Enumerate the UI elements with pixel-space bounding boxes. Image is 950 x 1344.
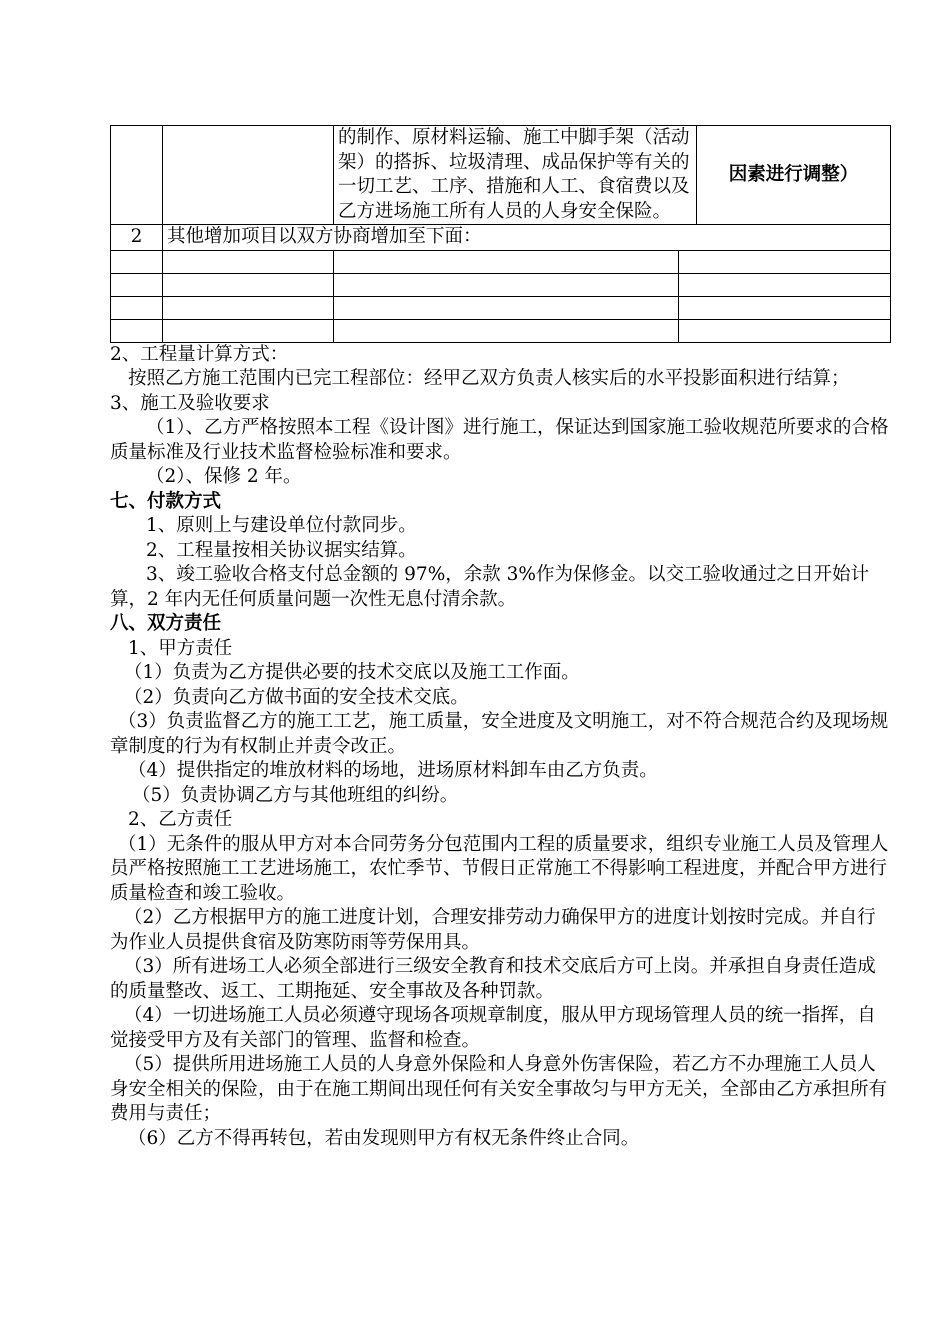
section-title: 3、施工及验收要求 bbox=[110, 392, 270, 414]
table-row bbox=[111, 273, 891, 296]
paragraph: （3）所有进场工人必须全部进行三级安全教育和技术交底后方可上岗。并承担自身责任造成的质量整改、返工、工期拖延、安全事故及各种罚款。 bbox=[110, 956, 876, 1002]
paragraph: （3）负责监督乙方的施工工艺，施工质量，安全进度及文明施工，对不符合规范合约及现场规章制度的行为有权制止并责令改正。 bbox=[110, 711, 889, 757]
paragraph: 1、原则上与建设单位付款同步。 bbox=[146, 515, 417, 536]
sub-heading: 2、乙方责任 bbox=[128, 809, 233, 830]
blank-rows-table bbox=[110, 251, 891, 343]
sub-heading: 1、甲方责任 bbox=[128, 637, 233, 659]
chapter-heading: 七、付款方式 bbox=[110, 490, 222, 512]
table-cell-scope-text: 的制作、原材料运输、施工中脚手架（活动架）的搭拆、垃圾清理、成品保护等有关的一切工艺、工序、措施和人工、食宿费以及乙方进场施工所有人员的人身安全保险。 bbox=[334, 126, 697, 225]
chapter-heading: 八、双方责任 bbox=[110, 613, 222, 634]
table-cell-index: 2 bbox=[111, 225, 163, 251]
paragraph: （4）一切进场施工人员必须遵守现场各项规章制度，服从甲方现场管理人员的统一指挥，自觉接受甲方及有关部门的管理、监督和检查。 bbox=[110, 1005, 876, 1051]
table-row bbox=[111, 319, 891, 342]
table-cell bbox=[163, 126, 334, 225]
paragraph: （6）乙方不得再转包，若由发现则甲方有权无条件终止合同。 bbox=[128, 1127, 640, 1149]
paragraph: （4）提供指定的堆放材料的场地，进场原材料卸车由乙方负责。 bbox=[128, 760, 658, 781]
paragraph: （1）负责为乙方提供必要的技术交底以及施工工作面。 bbox=[124, 662, 580, 683]
table-cell-note: 因素进行调整） bbox=[697, 126, 891, 225]
table-row bbox=[111, 296, 891, 319]
paragraph: （5）负责协调乙方与其他班组的纠纷。 bbox=[132, 784, 459, 806]
paragraph: （2）负责向乙方做书面的安全技术交底。 bbox=[124, 686, 469, 708]
paragraph: （1）无条件的服从甲方对本合同劳务分包范围内工程的质量要求，组织专业施工人员及管理人员严格按照施工工艺进场施工，农忙季节、节假日正常施工不得影响工程进度，并配合甲方进行质量检查和竣工验收。 bbox=[110, 833, 889, 904]
paragraph: （2）乙方根据甲方的施工进度计划，合理安排劳动力确保甲方的进度计划按时完成。并自行为作业人员提供食宿及防寒防雨等劳保用具。 bbox=[110, 907, 876, 953]
section-title: 2、工程量计算方式： bbox=[110, 343, 289, 365]
paragraph: （5）提供所用进场施工人员的人身意外保险和人身意外伤害保险，若乙方不办理施工人员人身安全相关的保险，由于在施工期间出现任何有关安全事故匀与甲方无关，全部由乙方承担所有费用与责任； bbox=[110, 1054, 888, 1124]
paragraph: 3、竣工验收合格支付总金额的 97%，余款 3%作为保修金。以交工验收通过之日开始计算，2 年内无任何质量问题一次性无息付清余款。 bbox=[110, 564, 870, 610]
table-row bbox=[111, 225, 891, 251]
table-row bbox=[111, 126, 891, 225]
table-cell bbox=[111, 126, 163, 225]
paragraph: 按照乙方施工范围内已完工程部位：经甲乙双方负责人核实后的水平投影面积进行结算； bbox=[128, 368, 850, 389]
paragraph: 2、工程量按相关协议据实结算。 bbox=[146, 539, 417, 561]
table-cell-extra-items: 其他增加项目以双方协商增加至下面： bbox=[163, 225, 891, 251]
work-items-table bbox=[110, 125, 891, 251]
paragraph: （1）、乙方严格按照本工程《设计图》进行施工，保证达到国家施工验收规范所要求的合格质量标准及行业技术监督检验标准和要求。 bbox=[110, 417, 889, 463]
document-page bbox=[110, 125, 890, 1151]
paragraph: （2）、保修 2 年。 bbox=[146, 466, 302, 487]
table-row bbox=[111, 251, 891, 274]
